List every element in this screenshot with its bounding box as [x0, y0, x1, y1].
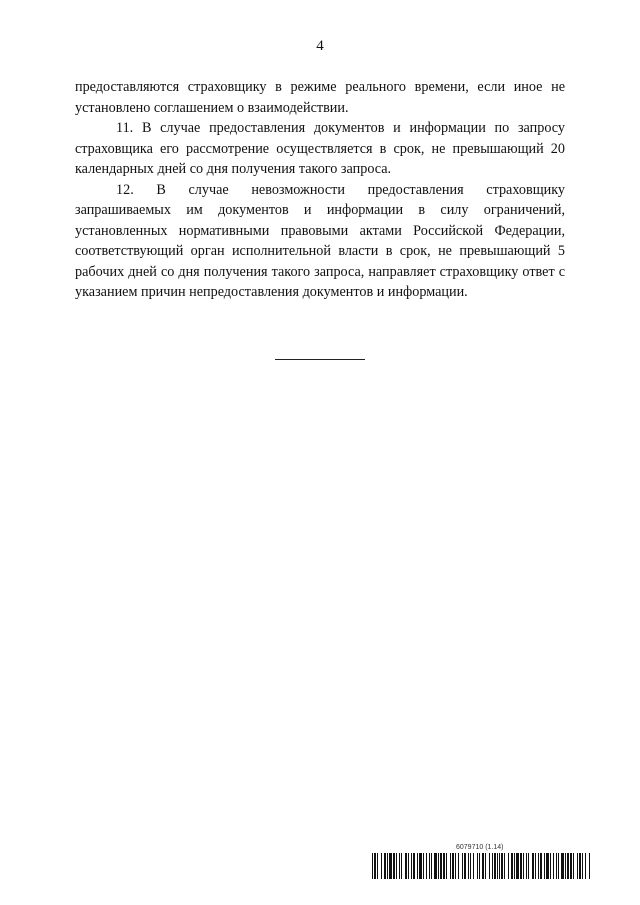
- end-separator-line: [275, 359, 365, 360]
- page-number: 4: [316, 38, 324, 54]
- paragraph-clause-12: 12. В случае невозможности предоставления страховщику запрашиваемых им документов и информации в силу ограничений, установленных нормативными правовыми актами Российской Федерации, соответствующий орган исполнительной власти в срок, не превышающий 5 рабочих дней со дня получения такого запроса, направляет страховщику ответ с указанием причин непредоставления документов и информации.: [75, 181, 565, 300]
- barcode-caption: 6079710 (1.14): [456, 844, 504, 851]
- document-body: [75, 77, 565, 303]
- paragraph-continuation: предоставляются страховщику в режиме реального времени, если иное не установлено соглашением о взаимодействии.: [75, 79, 565, 116]
- barcode-block: [372, 844, 592, 880]
- barcode-icon: [372, 853, 592, 879]
- paragraph-clause-11: 11. В случае предоставления документов и информации по запросу страховщика его рассмотрение осуществляется в срок, не превышающий 20 календарных дней со дня получения такого запроса.: [75, 120, 565, 177]
